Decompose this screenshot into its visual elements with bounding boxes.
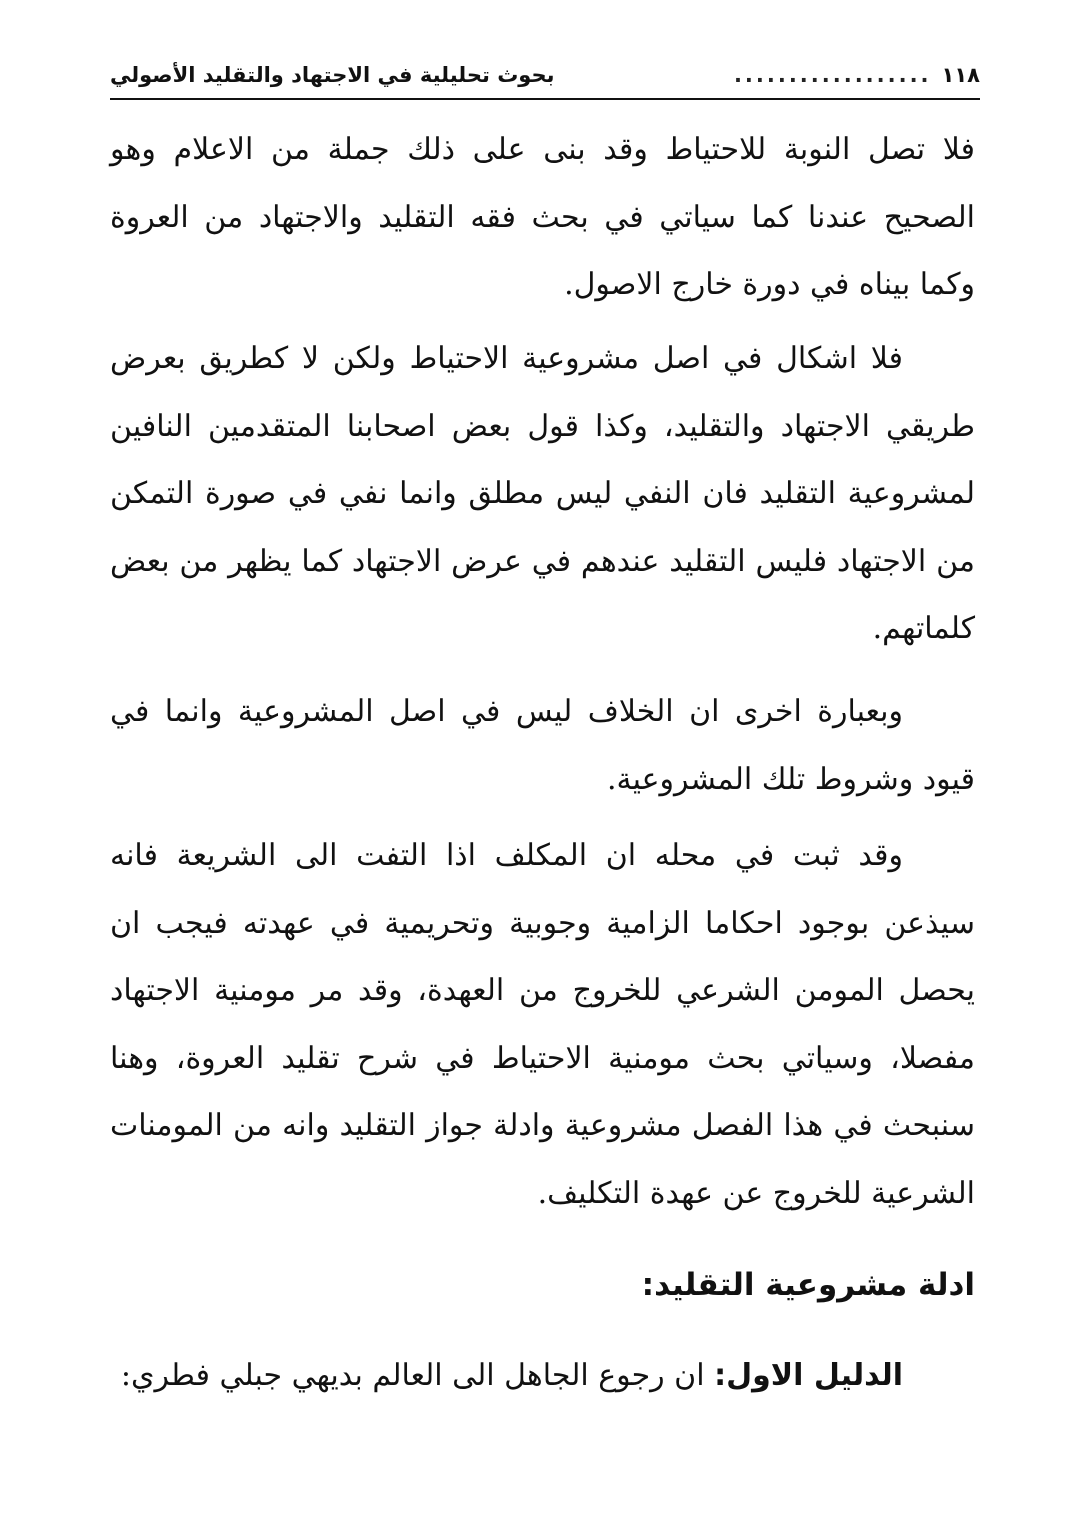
evidence-text: ان رجوع الجاهل الى العالم بديهي جبلي فطري: xyxy=(120,1358,715,1393)
header-dot-leader: .................. xyxy=(733,63,932,87)
first-evidence-line xyxy=(110,1345,903,1407)
section-heading: ادلة مشروعية التقليد: xyxy=(641,1267,975,1303)
evidence-label: الدليل الاول: xyxy=(714,1358,903,1393)
running-header xyxy=(110,52,980,100)
paragraph-3: وبعبارة اخرى ان الخلاف ليس في اصل المشروعية وانما في قيود وشروط تلك المشروعية. xyxy=(110,694,975,797)
book-title: بحوث تحليلية في الاجتهاد والتقليد الأصولي xyxy=(110,63,555,87)
page-number: ١١٨ xyxy=(941,63,980,87)
paragraph-2: فلا اشكال في اصل مشروعية الاحتياط ولكن لا كطريق بعرض طريقي الاجتهاد والتقليد، وكذا قول بعض اصحابنا المتقدمين النافين لمشروعية التقليد فان النفي ليس مطلق وانما نفي في صورة التمكن من الاجتهاد فليس التقليد عندهم في عرض الاجتهاد كما يظهر من بعض كلماتهم. xyxy=(110,341,975,646)
paragraph-4: وقد ثبت في محله ان المكلف اذا التفت الى الشريعة فانه سيذعن بوجود احكاما الزامية وجوبية وتحريمية في عهدته فيجب ان يحصل المومن الشرعي للخروج من العهدة، وقد مر مومنية الاجتهاد مفصلا، وسياتي بحث مومنية الاحتياط في شرح تقليد العروة، وهنا سنبحث في هذا الفصل مشروعية وادلة جواز التقليد وانه من المومنات الشرعية للخروج عن عهدة التكليف. xyxy=(110,838,975,1211)
paragraph-1: فلا تصل النوبة للاحتياط وقد بنى على ذلك جملة من الاعلام وهو الصحيح عندنا كما سياتي في بحث فقه التقليد والاجتهاد من العروة وكما بيناه في دورة خارج الاصول. xyxy=(110,132,975,302)
